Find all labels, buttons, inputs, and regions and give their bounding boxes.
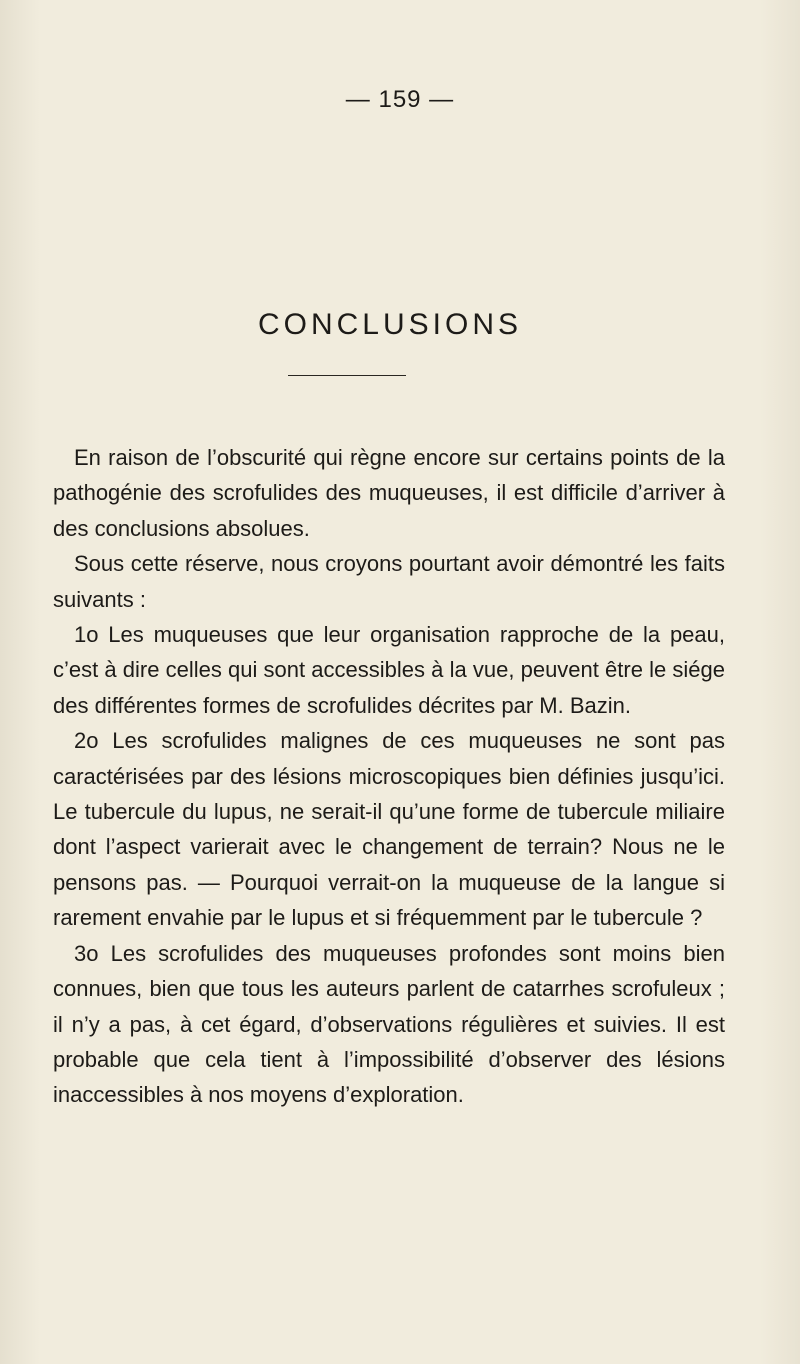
paragraph-conclusion-3: 3o Les scrofulides des muqueuses profondes sont moins bien connues, bien que tous les auteurs parlent de catarrhes scrofuleux ; il n’y a pas, à cet égard, d’observations régulières et suivies. Il est probable que cela tient à l’impossibilité d’observer des lésions inaccessibles à nos moyens d’exploration. [53, 940, 725, 1108]
body-text [53, 440, 725, 1113]
paragraph-conclusion-2: 2o Les scrofulides malignes de ces muqueuses ne sont pas caractérisées par des lésions microscopiques bien définies jusqu’ici. Le tubercule du lupus, ne serait-il qu’une forme de tubercule miliaire dont l’aspect varierait avec le changement de terrain? Nous ne le pensons pas. — Pourquoi verrait-on la muqueuse de la langue si rarement envahie par le lupus et si fréquemment par le tubercule ? [53, 728, 725, 931]
paragraph-intro: En raison de l’obscurité qui règne encore sur certains points de la pathogénie des scrofulides des muqueuses, il est difficile d’arriver à des conclusions absolues. [53, 445, 725, 541]
section-title: CONCLUSIONS [257, 308, 523, 341]
paragraph-reserve: Sous cette réserve, nous croyons pourtant avoir démontré les faits suivants : [53, 551, 725, 612]
page-number: — 159 — [345, 86, 455, 113]
paragraph-conclusion-1: 1o Les muqueuses que leur organisation rapproche de la peau, c’est à dire celles qui sont accessibles à la vue, peuvent être le siége des différentes formes de scrofulides décrites par M. Bazin. [53, 622, 725, 718]
title-divider [288, 375, 406, 376]
